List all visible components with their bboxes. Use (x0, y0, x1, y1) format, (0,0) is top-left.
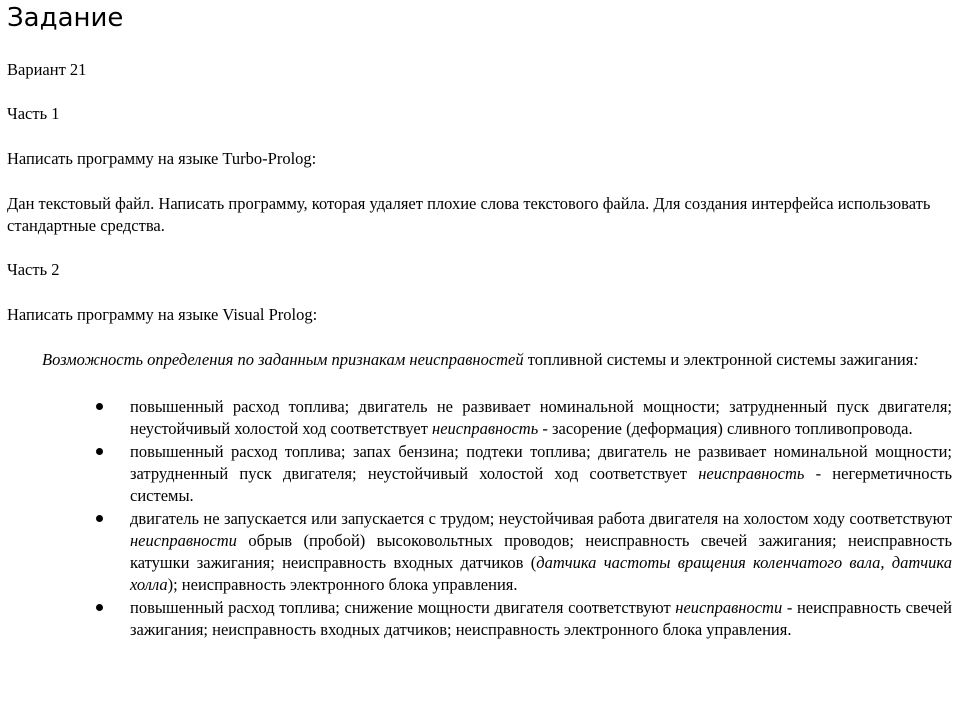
bullet-icon (96, 403, 103, 410)
symptom-list (0, 396, 952, 641)
part2-intro (7, 349, 951, 371)
bullet-icon (96, 448, 103, 455)
part2-instruction: Написать программу на языке Visual Prolog: (7, 305, 318, 324)
part1-instruction: Написать программу на языке Turbo-Prolog: (7, 149, 317, 168)
bullet-icon (96, 515, 103, 522)
bullet-text: - неисправность свечей зажигания; неисправность входных датчиков; неисправность электронного блока управления. (130, 598, 952, 639)
bullet-text: повышенный расход топлива; двигатель не развивает номинальной мощности; затрудненный пуск двигателя; неустойчивый холостой ход соответствует (130, 397, 952, 438)
part1-task: Дан текстовый файл. Написать программу, которая удаляет плохие слова текстового файла. Для создания интерфейса использовать стандартные средства. (7, 194, 931, 235)
bullet-text: повышенный расход топлива; запах бензина; подтеки топлива; двигатель не развивает номинальной мощности; затрудненный пуск двигателя; неустойчивый холостой ход соответствует (130, 442, 952, 483)
bullet-text: - засорение (деформация) сливного топливопровода. (538, 419, 913, 438)
list-item (0, 441, 952, 507)
bullet-text: двигатель не запускается или запускается с трудом; неустойчивая работа двигателя на холостом ходу соответствуют (130, 509, 952, 528)
intro-colon: : (913, 350, 919, 369)
intro-text: топливной системы и электронной системы зажигания (523, 350, 914, 369)
intro-italic-text: Возможность определения по заданным признакам неисправностей (42, 350, 524, 369)
part1-label: Часть 1 (7, 104, 60, 123)
list-item (0, 508, 952, 596)
bullet-text: ); неисправность электронного блока управления. (167, 575, 518, 594)
bullet-text: - негерметичность системы. (130, 464, 952, 505)
bullet-italic: неисправности (130, 531, 237, 550)
bullet-italic: неисправность (432, 419, 539, 438)
list-item (0, 396, 952, 440)
list-item (0, 597, 952, 641)
variant-line: Вариант 21 (7, 60, 87, 79)
part2-label: Часть 2 (7, 260, 60, 279)
bullet-italic: неисправности (675, 598, 783, 617)
bullet-italic: неисправность (698, 464, 805, 483)
bullet-text: повышенный расход топлива; снижение мощности двигателя соответствуют (130, 598, 676, 617)
page-title: Задание (7, 3, 124, 33)
bullet-icon (96, 604, 103, 611)
bullet-text: обрыв (пробой) высоковольтных проводов; неисправность свечей зажигания; неисправность катушки зажигания; неисправность входных датчиков ( (130, 531, 952, 572)
bullet-italic: датчика частоты вращения коленчатого вала, датчика холла (130, 553, 952, 594)
